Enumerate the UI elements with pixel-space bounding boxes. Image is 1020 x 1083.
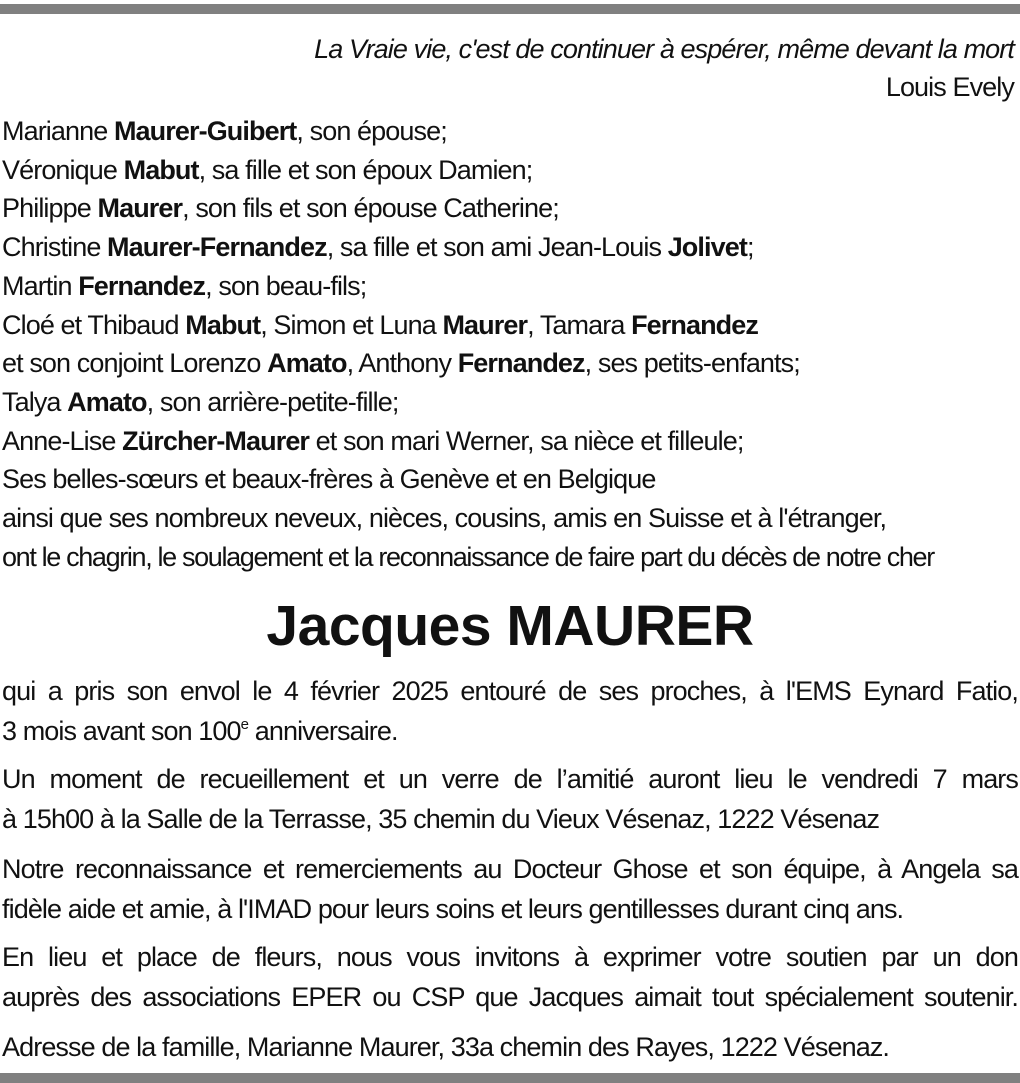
family-text: , Simon et Luna bbox=[260, 309, 443, 340]
family-surname: Mabut bbox=[123, 154, 199, 185]
family-line: ainsi que ses nombreux neveux, nièces, cousins, amis en Suisse et à l'étranger, bbox=[2, 503, 887, 534]
family-line bbox=[2, 383, 1020, 422]
family-line bbox=[2, 228, 1020, 267]
paragraph-line: auprès des associations EPER ou CSP que Jacques aimait tout spécialement soutenir. bbox=[2, 982, 1018, 1012]
family-text: , son fils et son épouse Catherine; bbox=[182, 193, 559, 224]
family-line bbox=[2, 344, 1020, 383]
epigraph bbox=[314, 30, 1014, 106]
family-line bbox=[2, 112, 1020, 151]
announcement-line: ont le chagrin, le soulagement et la reconnaissance de faire part du décès de notre cher bbox=[2, 541, 934, 572]
paragraph-text: 3 mois avant son 100 bbox=[2, 716, 241, 746]
family-text: Christine bbox=[2, 232, 108, 263]
family-surname: Jolivet bbox=[667, 232, 747, 263]
paragraph-line bbox=[2, 711, 1018, 751]
family-surname: Mabut bbox=[185, 309, 261, 340]
family-text: Martin bbox=[2, 270, 79, 301]
family-line bbox=[2, 151, 1020, 190]
family-text: Véronique bbox=[2, 154, 124, 185]
paragraph-line: Un moment de recueillement et un verre de l’amitié auront lieu le vendredi 7 mars bbox=[2, 764, 1018, 794]
family-list bbox=[2, 112, 1020, 576]
donation-paragraph bbox=[2, 937, 1018, 1017]
family-surname: Zürcher-Maurer bbox=[122, 425, 310, 456]
family-surname: Maurer bbox=[442, 309, 528, 340]
family-surname: Maurer-Fernandez bbox=[107, 232, 327, 263]
top-border-rule bbox=[0, 4, 1020, 14]
family-surname: Fernandez bbox=[631, 309, 758, 340]
family-text: , Anthony bbox=[346, 348, 458, 379]
ordinal-superscript: e bbox=[240, 716, 249, 733]
family-text: Marianne bbox=[2, 116, 114, 146]
family-surname: Amato bbox=[267, 348, 347, 379]
thanks-paragraph bbox=[2, 849, 1018, 929]
epigraph-quote: La Vraie vie, c'est de continuer à espérer, même devant la mort bbox=[314, 34, 1014, 64]
family-surname: Maurer-Guibert bbox=[113, 116, 297, 146]
family-line bbox=[2, 306, 1020, 345]
family-text: et son mari Werner, sa nièce et filleule; bbox=[309, 425, 744, 456]
paragraph-line: En lieu et place de fleurs, nous vous invitons à exprimer votre soutien par un don bbox=[2, 942, 1018, 972]
family-text: Cloé et Thibaud bbox=[2, 309, 186, 340]
family-surname: Maurer bbox=[97, 193, 183, 224]
family-text: ; bbox=[746, 232, 754, 263]
family-text: , ses petits-enfants; bbox=[584, 348, 800, 379]
paragraph-text: anniversaire. bbox=[248, 716, 398, 746]
family-line: Ses belles-sœurs et beaux-frères à Genève et en Belgique bbox=[2, 464, 656, 495]
family-surname: Fernandez bbox=[78, 270, 206, 301]
paragraph-line: Notre reconnaissance et remerciements au Docteur Ghose et son équipe, à Angela sa bbox=[2, 854, 1018, 884]
paragraph-line: Adresse de la famille, Marianne Maurer, 33a chemin des Rayes, 1222 Vésenaz. bbox=[2, 1032, 890, 1062]
ceremony-paragraph bbox=[2, 759, 1018, 839]
family-text: , son beau-fils; bbox=[205, 270, 367, 301]
family-text: , son arrière-petite-fille; bbox=[146, 386, 399, 417]
family-text: , sa fille et son ami Jean-Louis bbox=[326, 232, 668, 263]
family-text: , sa fille et son époux Damien; bbox=[198, 154, 533, 185]
family-line bbox=[2, 189, 1020, 228]
family-text: Philippe bbox=[2, 193, 98, 224]
paragraph-line: à 15h00 à la Salle de la Terrasse, 35 chemin du Vieux Vésenaz, 1222 Vésenaz bbox=[2, 804, 880, 834]
family-text: , Tamara bbox=[527, 309, 632, 340]
paragraph-line: fidèle aide et amie, à l'IMAD pour leurs soins et leurs gentillesses durant cinq ans. bbox=[2, 894, 904, 924]
epigraph-author: Louis Evely bbox=[885, 72, 1014, 102]
family-text: Talya bbox=[2, 386, 68, 417]
family-line bbox=[2, 422, 1020, 461]
family-text: , son épouse; bbox=[296, 116, 447, 146]
family-address bbox=[2, 1027, 1018, 1067]
family-line bbox=[2, 267, 1020, 306]
family-text: et son conjoint Lorenzo bbox=[2, 348, 268, 379]
passing-paragraph bbox=[2, 671, 1018, 751]
family-surname: Amato bbox=[67, 386, 147, 417]
paragraph-line: qui a pris son envol le 4 février 2025 entouré de ses proches, à l'EMS Eynard Fatio, bbox=[2, 676, 1018, 706]
deceased-name: Jacques MAURER bbox=[266, 594, 754, 658]
family-surname: Fernandez bbox=[457, 348, 585, 379]
family-text: Anne-Lise bbox=[2, 425, 123, 456]
